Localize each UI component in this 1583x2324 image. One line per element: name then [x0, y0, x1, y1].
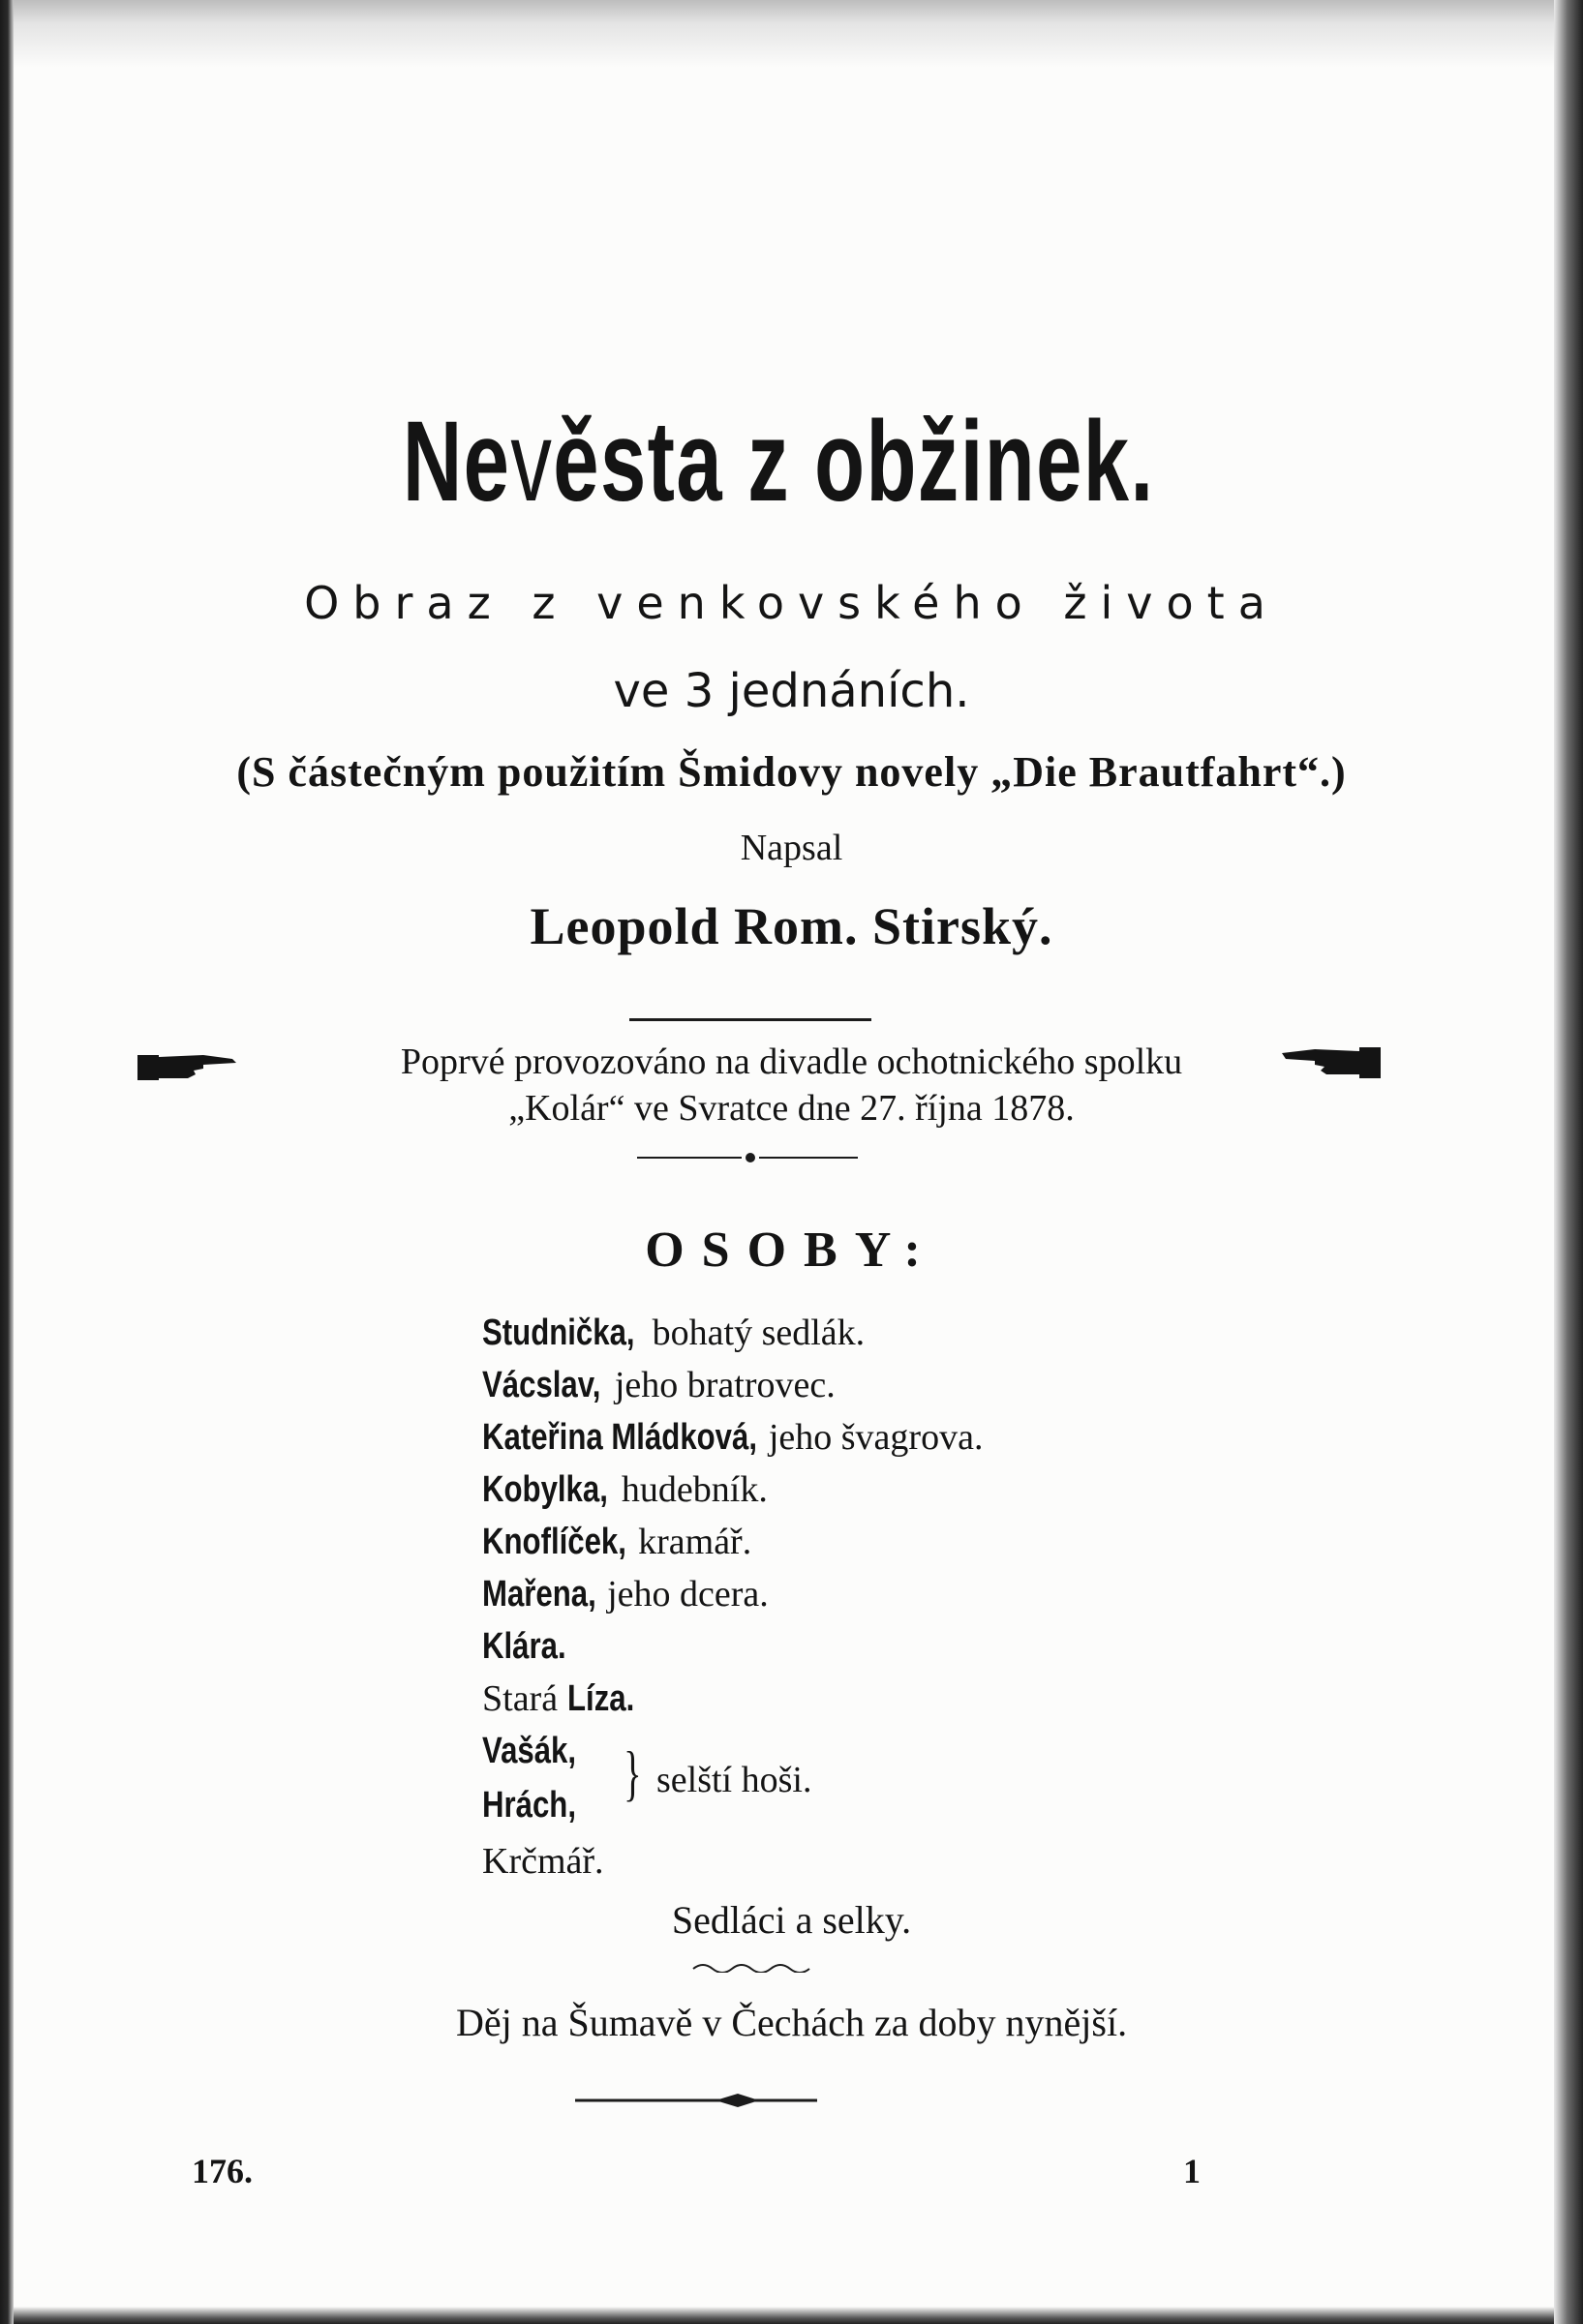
cast-prefix: Stará	[482, 1678, 567, 1719]
acts-line: ve 3 jednáních.	[613, 664, 970, 718]
divider-ornament-dot	[746, 1153, 755, 1162]
cast-name: Knoflíček,	[482, 1522, 626, 1562]
play-subtitle: Obraz z venkovského života	[304, 577, 1279, 629]
play-title	[209, 398, 1349, 526]
cast-heading: OSOBY:	[645, 1222, 938, 1278]
cast-name: Hrách,	[482, 1785, 576, 1826]
cast-name: Klára.	[482, 1626, 566, 1667]
cast-name: Kobylka,	[482, 1469, 608, 1510]
cast-name: Mařena,	[482, 1574, 596, 1615]
cast-name: Vašák,	[482, 1731, 577, 1771]
cast-item-last	[482, 1835, 604, 1887]
cast-item	[482, 1673, 1354, 1725]
signature-mark: 176.	[192, 2152, 253, 2190]
pointing-hand-left-icon	[1276, 1040, 1383, 1082]
premiere-line-2: „Kolár“ ve Svratce dne 27. října 1878.	[508, 1088, 1075, 1129]
premiere-line-1: Poprvé provozováno na divadle ochotnického spolku	[400, 1041, 1183, 1082]
page-top-shadow	[14, 0, 1554, 68]
title-part-1: Ne	[402, 398, 511, 526]
cast-desc: jeho švagrova.	[759, 1417, 984, 1458]
title-part-3: ěsta z obžinek.	[553, 398, 1155, 526]
page-right-edge	[1554, 0, 1583, 2324]
cast-item	[482, 1464, 1354, 1516]
divider-ornament-left	[637, 1157, 742, 1159]
cast-desc: bohatý sedlák.	[643, 1313, 866, 1353]
cast-desc: kramář.	[628, 1522, 752, 1562]
cast-desc: hudebník.	[612, 1469, 768, 1510]
sheet-number: 1	[1183, 2152, 1201, 2190]
group-brace: }	[624, 1738, 642, 1807]
cast-list	[482, 1307, 1354, 1725]
page-left-edge	[0, 0, 14, 2324]
author-name: Leopold Rom. Stirský.	[530, 897, 1053, 955]
setting-line: Děj na Šumavě v Čechách za doby nynější.	[455, 2001, 1128, 2044]
cast-name: Líza.	[566, 1678, 634, 1719]
cast-item	[482, 1568, 1354, 1620]
cast-desc: jeho bratrovec.	[605, 1365, 836, 1405]
group-role: selští hoši.	[656, 1760, 812, 1800]
wavy-divider	[691, 1959, 813, 1973]
cast-name: Vácslav,	[482, 1365, 601, 1405]
cast-item	[482, 1411, 1354, 1464]
cast-item	[482, 1307, 1354, 1359]
divider-ornament-right	[759, 1157, 858, 1159]
page-bottom-edge	[14, 2307, 1554, 2324]
title-part-2: v	[510, 398, 554, 526]
cast-name: Kateřina Mládková,	[482, 1417, 758, 1458]
divider-rule-top	[629, 1018, 871, 1021]
cast-group	[482, 1725, 966, 1841]
cast-item	[482, 1620, 1354, 1673]
source-note: (S částečným použitím Šmidovy novely „Die Brautfahrt“.)	[236, 748, 1347, 796]
byline-label: Napsal	[740, 828, 843, 868]
cast-item	[482, 1359, 1354, 1411]
cast-item	[482, 1516, 1354, 1568]
cast-name: Studnička,	[482, 1313, 635, 1353]
end-ornament	[575, 2091, 817, 2110]
extras-line: Sedláci a selky.	[671, 1898, 912, 1942]
cast-name: Krčmář.	[482, 1841, 604, 1882]
cast-desc: jeho dcera.	[597, 1574, 769, 1615]
